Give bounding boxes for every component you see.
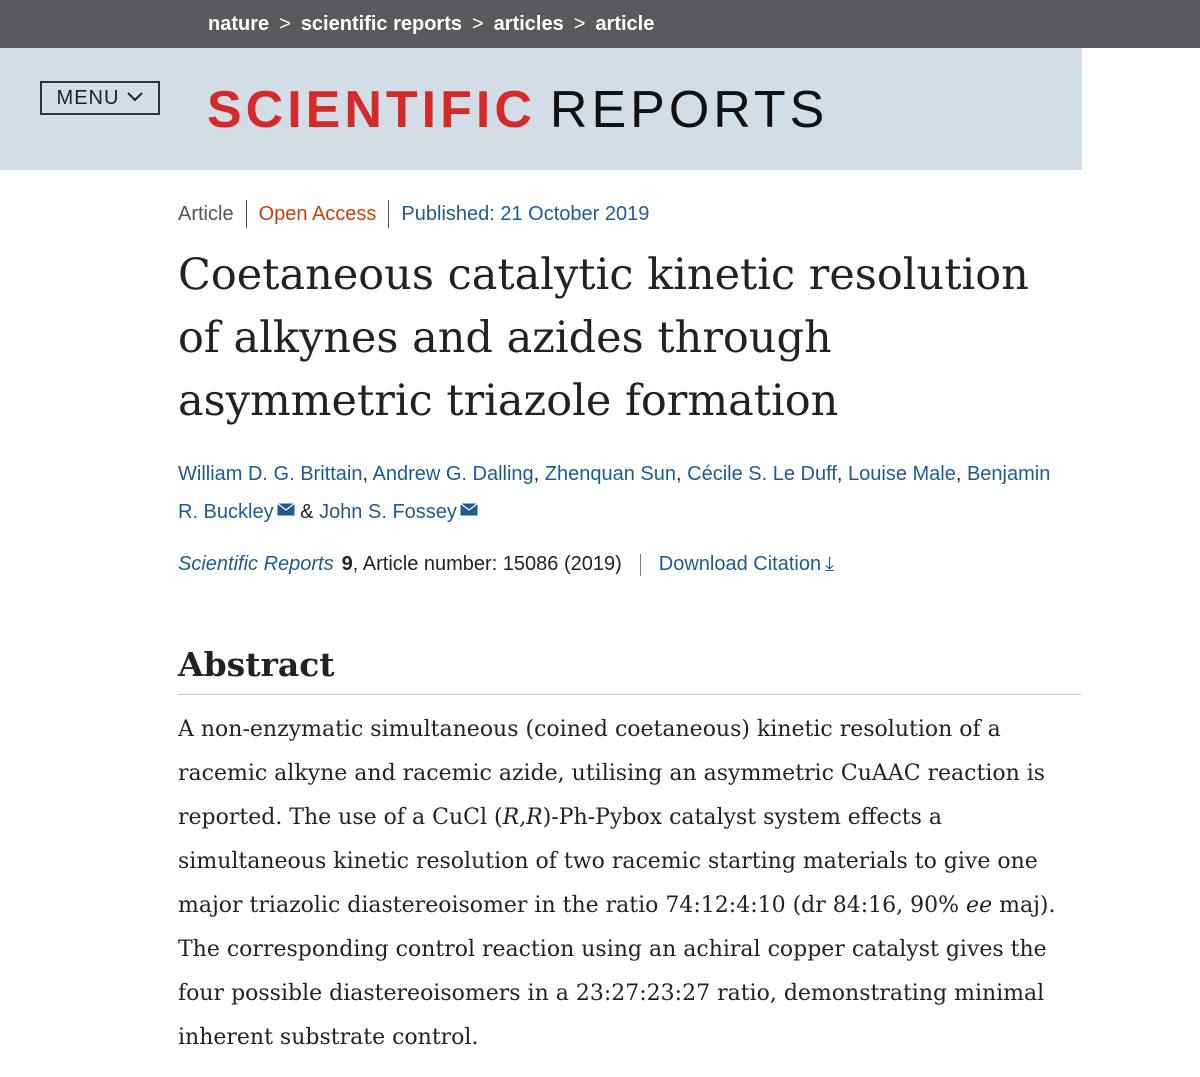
citation-line: [178, 553, 834, 576]
breadcrumb-nature[interactable]: nature: [208, 12, 270, 35]
article-title: Coetaneous catalytic kinetic resolution of alkynes and azides through asymmetric triazole formation: [178, 250, 1029, 426]
mail-icon[interactable]: [277, 492, 295, 505]
author-link[interactable]: Cécile S. Le Duff: [687, 463, 837, 485]
abstract-heading: Abstract: [178, 645, 335, 684]
author-link[interactable]: Andrew G. Dalling: [372, 463, 534, 485]
abstract-part: maj). The corresponding control reaction using an achiral copper catalyst gives the four possible diastereoisomers in a 23:27:23:27 ratio, demonstrating minimal inherent substrate control.: [178, 893, 1056, 1050]
article-meta: [178, 200, 649, 228]
author-link[interactable]: Louise Male: [848, 463, 956, 485]
abstract-italic-rr: R,R: [502, 805, 543, 830]
site-logo[interactable]: [207, 80, 828, 140]
breadcrumb: [208, 0, 654, 48]
chevron-down-icon: [127, 89, 143, 107]
volume: 9: [341, 553, 353, 575]
published-date: Published: 21 October 2019: [401, 202, 650, 225]
chevron-right-icon: >: [471, 12, 484, 35]
journal-name: Scientific Reports: [178, 553, 334, 575]
download-icon[interactable]: ⤓: [825, 553, 834, 575]
author-list: William D. G. Brittain, Andrew G. Dalling, Zhenquan Sun, Cécile S. Le Duff, Louise Male, Benjamin R. Buckley & John S. Fossey: [178, 463, 1051, 523]
author-link[interactable]: William D. G. Brittain: [178, 463, 363, 485]
menu-label: MENU: [56, 86, 120, 109]
divider: [246, 200, 247, 228]
logo-scientific: SCIENTIFIC: [207, 81, 536, 139]
menu-button[interactable]: [40, 81, 160, 115]
abstract-part: A non-enzymatic simultaneous (coined coetaneous) kinetic resolution of a racemic alkyne and racemic azide, utilising an asymmetric CuAAC reaction is reported. The use of a CuCl (: [178, 717, 1046, 830]
article-type: Article: [178, 202, 234, 225]
article-number: , Article number: 15086 (2019): [352, 553, 622, 575]
breadcrumb-scientific-reports[interactable]: scientific reports: [300, 12, 462, 35]
mail-icon[interactable]: [460, 492, 478, 505]
abstract-part: )-Ph-Pybox catalyst system effects a simultaneous kinetic resolution of two racemic starting materials to give one major triazolic diastereoisomer in the ratio 74:12:4:10 (dr 84:16, 90%: [178, 805, 1038, 918]
section-divider: [178, 694, 1081, 695]
author-link[interactable]: Benjamin R. Buckley: [178, 463, 1051, 523]
chevron-right-icon: >: [279, 12, 291, 35]
open-access-badge: Open Access: [258, 202, 377, 225]
author-link[interactable]: Zhenquan Sun: [544, 463, 677, 485]
abstract-text: [178, 708, 1078, 1060]
logo-reports: REPORTS: [549, 81, 829, 139]
download-citation-link[interactable]: Download Citation: [658, 553, 822, 575]
abstract-italic-ee: ee: [966, 893, 993, 918]
breadcrumb-articles[interactable]: articles: [493, 12, 564, 35]
top-navigation-bar: [0, 0, 1200, 48]
author-link[interactable]: John S. Fossey: [319, 501, 457, 523]
divider: [640, 554, 641, 576]
chevron-right-icon: >: [573, 12, 586, 35]
divider: [388, 200, 389, 228]
ampersand: &: [300, 501, 314, 523]
breadcrumb-article[interactable]: article: [595, 12, 655, 35]
